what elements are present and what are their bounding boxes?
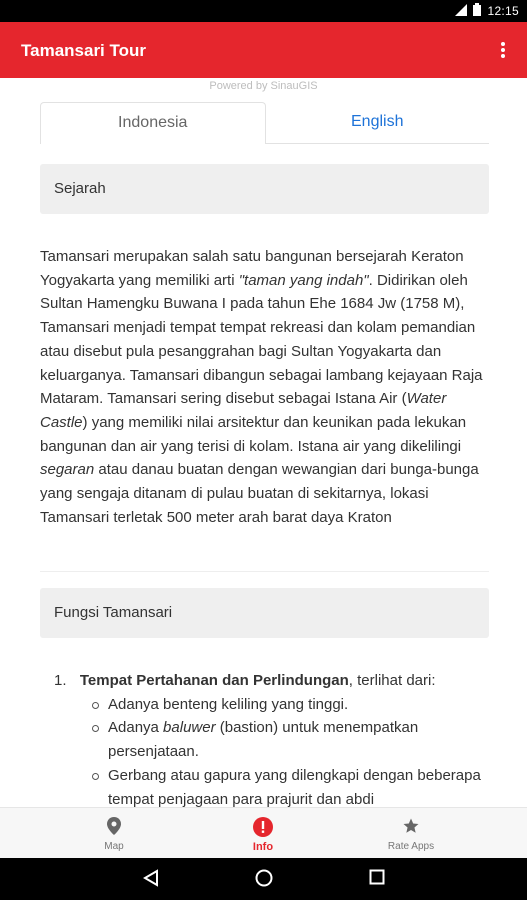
info-content[interactable] (0, 78, 527, 807)
bullet-icon (92, 702, 99, 709)
back-triangle-icon (143, 869, 159, 887)
sejarah-text-segment: "taman yang indah" (238, 271, 369, 289)
sejarah-text-segment: atau danau buatan dengan wewangian dari bunga-bunga yang sengaja ditanam di pulau buatan di sekitarnya, lokasi Tamansari terletak 500 meter arah barat daya Kraton (40, 461, 479, 526)
sub-list-item (108, 716, 494, 763)
more-vertical-icon (499, 40, 507, 58)
nav-rate-apps[interactable] (351, 808, 471, 859)
map-pin-icon (107, 817, 121, 840)
bullet-icon (92, 725, 99, 732)
list-item (54, 669, 494, 693)
language-tabs (40, 102, 489, 144)
sub-list-item (108, 764, 494, 807)
list-item-suffix: , terlihat dari: (348, 672, 436, 689)
powered-by-label: Powered by SinauGIS (209, 80, 318, 92)
home-button[interactable] (255, 869, 273, 892)
sejarah-text-segment: Water Castle (40, 390, 447, 431)
status-icons (455, 3, 519, 19)
app-bar (0, 22, 527, 78)
sub-item-text-segment: baluwer (163, 719, 216, 737)
sejarah-text-segment: segaran (40, 461, 95, 479)
list-item-title: Tempat Pertahanan dan Perlindungan (79, 672, 349, 689)
sejarah-paragraph (40, 245, 492, 529)
nav-info-label: Info (252, 841, 274, 853)
sejarah-text-segment: Tamansari merupakan salah satu bangunan bersejarah Keraton Yogyakarta yang memiliki arti (40, 248, 464, 289)
back-button[interactable] (143, 869, 159, 892)
fungsi-list (54, 669, 494, 807)
app-title: Tamansari Tour (21, 41, 147, 60)
tab-english[interactable]: English (266, 102, 490, 144)
recents-button[interactable] (369, 869, 385, 890)
status-time: 12:15 (487, 4, 519, 18)
list-item-number: 1. (54, 672, 67, 689)
sub-item-text-segment: Adanya (108, 719, 164, 737)
star-icon (402, 817, 420, 840)
nav-map[interactable] (54, 808, 174, 859)
nav-rate-apps-label: Rate Apps (387, 841, 435, 852)
sejarah-text-segment: ) yang memiliki nilai arsitektur dan keunikan pada lekukan bangunan dan air yang terisi di kolam. Istana air yang dikelilingi (40, 413, 467, 455)
signal-icon (455, 4, 467, 19)
section-header-fungsi: Fungsi Tamansari (40, 588, 489, 638)
battery-icon (473, 3, 481, 19)
overflow-menu-button[interactable] (499, 40, 507, 62)
bottom-navigation (0, 807, 527, 859)
info-icon (253, 817, 273, 842)
tab-indonesia[interactable]: Indonesia (40, 102, 266, 144)
sub-item-text-segment: (bastion) untuk menempatkan persenjataan. (108, 719, 419, 761)
sub-item-text-segment: Gerbang atau gapura yang dilengkapi dengan beberapa tempat penjagaan para prajurit dan abdi (108, 766, 481, 807)
home-circle-icon (255, 869, 273, 887)
sub-list-item (108, 693, 494, 717)
nav-info[interactable] (203, 808, 323, 859)
sejarah-text-segment: . Didirikan oleh Sultan Hamengku Buwana I pada tahun Ehe 1684 Jw (1758 M), Tamansari menjadi tempat tempat rekreasi dan kolam pemandian atau disebut pula pesanggrahan bagi Sultan Yogyakarta dan keluarganya. Tamansari dibangun sebagai lambang kejayaan Raja Mataram. Tamansari sering disebut sebagai Istana Air ( (40, 271, 483, 408)
section-header-sejarah: Sejarah (40, 164, 489, 214)
status-bar (0, 0, 527, 22)
bullet-icon (92, 773, 99, 780)
recents-square-icon (369, 869, 385, 885)
sub-list (54, 693, 494, 807)
divider (40, 571, 489, 572)
sub-item-text-segment: Adanya benteng keliling yang tinggi. (108, 695, 349, 713)
nav-map-label: Map (104, 841, 124, 852)
system-nav-bar (0, 858, 527, 900)
